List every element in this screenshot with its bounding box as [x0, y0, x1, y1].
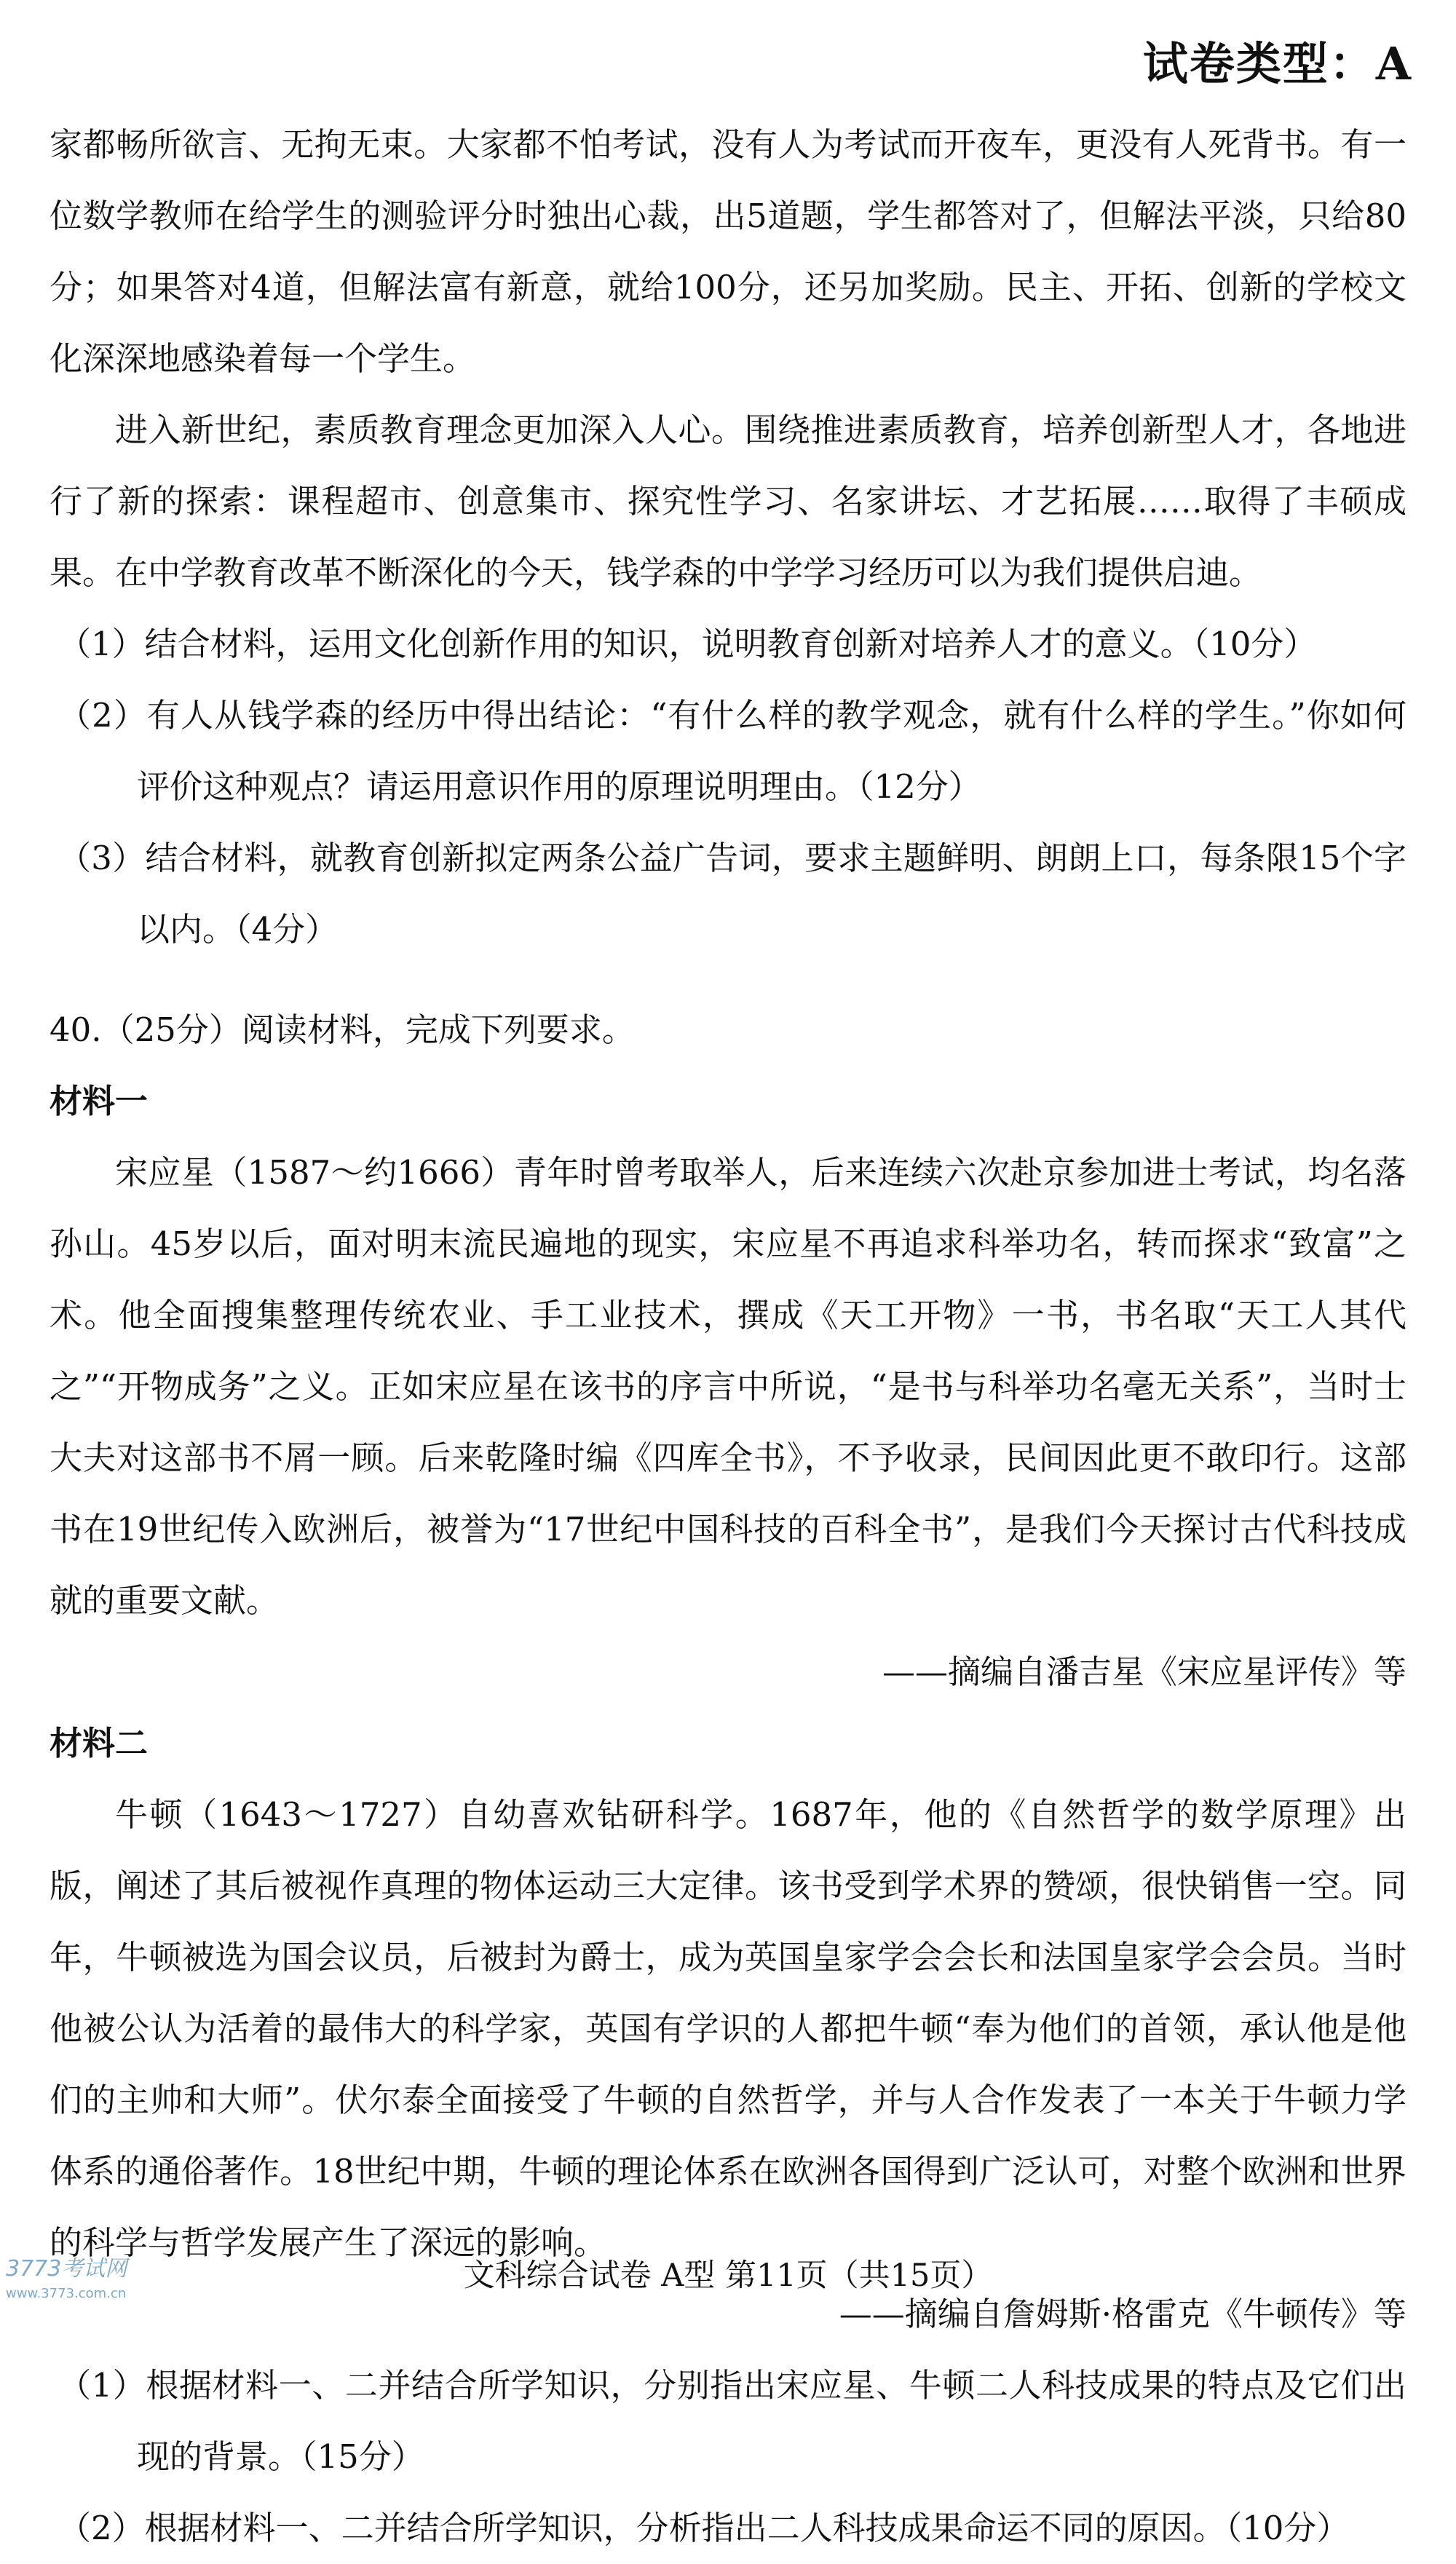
- q39-item-1: （1）结合材料，运用文化创新作用的知识，说明教育创新对培养人才的意义。（10分）: [58, 625, 1317, 663]
- question-39-body: [50, 109, 1406, 2564]
- material-2-title: 材料二: [50, 1724, 149, 1762]
- q39-item-2: （2）有人从钱学森的经历中得出结论：“有什么样的教学观念，就有什么样的学生。”你如何评价这种观点？请运用意识作用的原理说明理由。（12分）: [58, 696, 1406, 806]
- q40-item-1: （1）根据材料一、二并结合所学知识，分别指出宋应星、牛顿二人科技成果的特点及它们出现的背景。（15分）: [58, 2366, 1406, 2476]
- exam-type-label: 试卷类型：A: [1142, 37, 1412, 90]
- page-footer: 文科综合试卷 A型 第11页（共15页）: [463, 2258, 993, 2294]
- q39-paragraph-1: 家都畅所欲言、无拘无束。大家都不怕考试，没有人为考试而开夜车，更没有人死背书。有一位数学教师在给学生的测验评分时独出心裁，出5道题，学生都答对了，但解法平淡，只给80分；如果答对4道，但解法富有新意，就给100分，还另加奖励。民主、开拓、创新的学校文化深深地感染着每一个学生。: [50, 125, 1406, 378]
- material-1-text: 宋应星（1587～约1666）青年时曾考取举人，后来连续六次赴京参加进士考试，均名落孙山。45岁以后，面对明末流民遍地的现实，宋应星不再追求科举功名，转而探求“致富”之术。他全面搜集整理传统农业、手工业技术，撰成《天工开物》一书，书名取“天工人其代之”“开物成务”之义。正如宋应星在该书的序言中所说，“是书与科举功名毫无关系”，当时士大夫对这部书不屑一顾。后来乾隆时编《四库全书》，不予收录，民间因此更不敢印行。这部书在19世纪传入欧洲后，被誉为“17世纪中国科技的百科全书”，是我们今天探讨古代科技成就的重要文献。: [50, 1153, 1406, 1620]
- watermark-logo: [6, 2257, 127, 2306]
- watermark-main: 3773考试网: [6, 2256, 127, 2282]
- watermark-url: www.3773.com.cn: [6, 2286, 127, 2301]
- q39-paragraph-2: 进入新世纪，素质教育理念更加深入人心。围绕推进素质教育，培养创新型人才，各地进行了新的探索：课程超市、创意集市、探究性学习、名家讲坛、才艺拓展……取得了丰硕成果。在中学教育改革不断深化的今天，钱学森的中学学习经历可以为我们提供启迪。: [50, 411, 1406, 592]
- q40-item-2: （2）根据材料一、二并结合所学知识，分析指出二人科技成果命运不同的原因。（10分）: [58, 2509, 1350, 2547]
- q40-heading: 40.（25分）阅读材料，完成下列要求。: [50, 1010, 635, 1049]
- material-1-source: ——摘编自潘吉星《宋应星评传》等: [882, 1653, 1406, 1691]
- material-1-title: 材料一: [50, 1082, 149, 1120]
- material-2-source: ——摘编自詹姆斯·格雷克《牛顿传》等: [839, 2295, 1406, 2333]
- material-2-text: 牛顿（1643～1727）自幼喜欢钻研科学。1687年，他的《自然哲学的数学原理》出版，阐述了其后被视作真理的物体运动三大定律。该书受到学术界的赞颂，很快销售一空。同年，牛顿被选为国会议员，后被封为爵士，成为英国皇家学会会长和法国皇家学会会员。当时他被公认为活着的最伟大的科学家，英国有学识的人都把牛顿“奉为他们的首领，承认他是他们的主帅和大师”。伏尔泰全面接受了牛顿的自然哲学，并与人合作发表了一本关于牛顿力学体系的通俗著作。18世纪中期，牛顿的理论体系在欧洲各国得到广泛认可，对整个欧洲和世界的科学与哲学发展产生了深远的影响。: [50, 1795, 1406, 2262]
- q39-item-3: （3）结合材料，就教育创新拟定两条公益广告词，要求主题鲜明、朗朗上口，每条限15个字以内。（4分）: [58, 839, 1406, 949]
